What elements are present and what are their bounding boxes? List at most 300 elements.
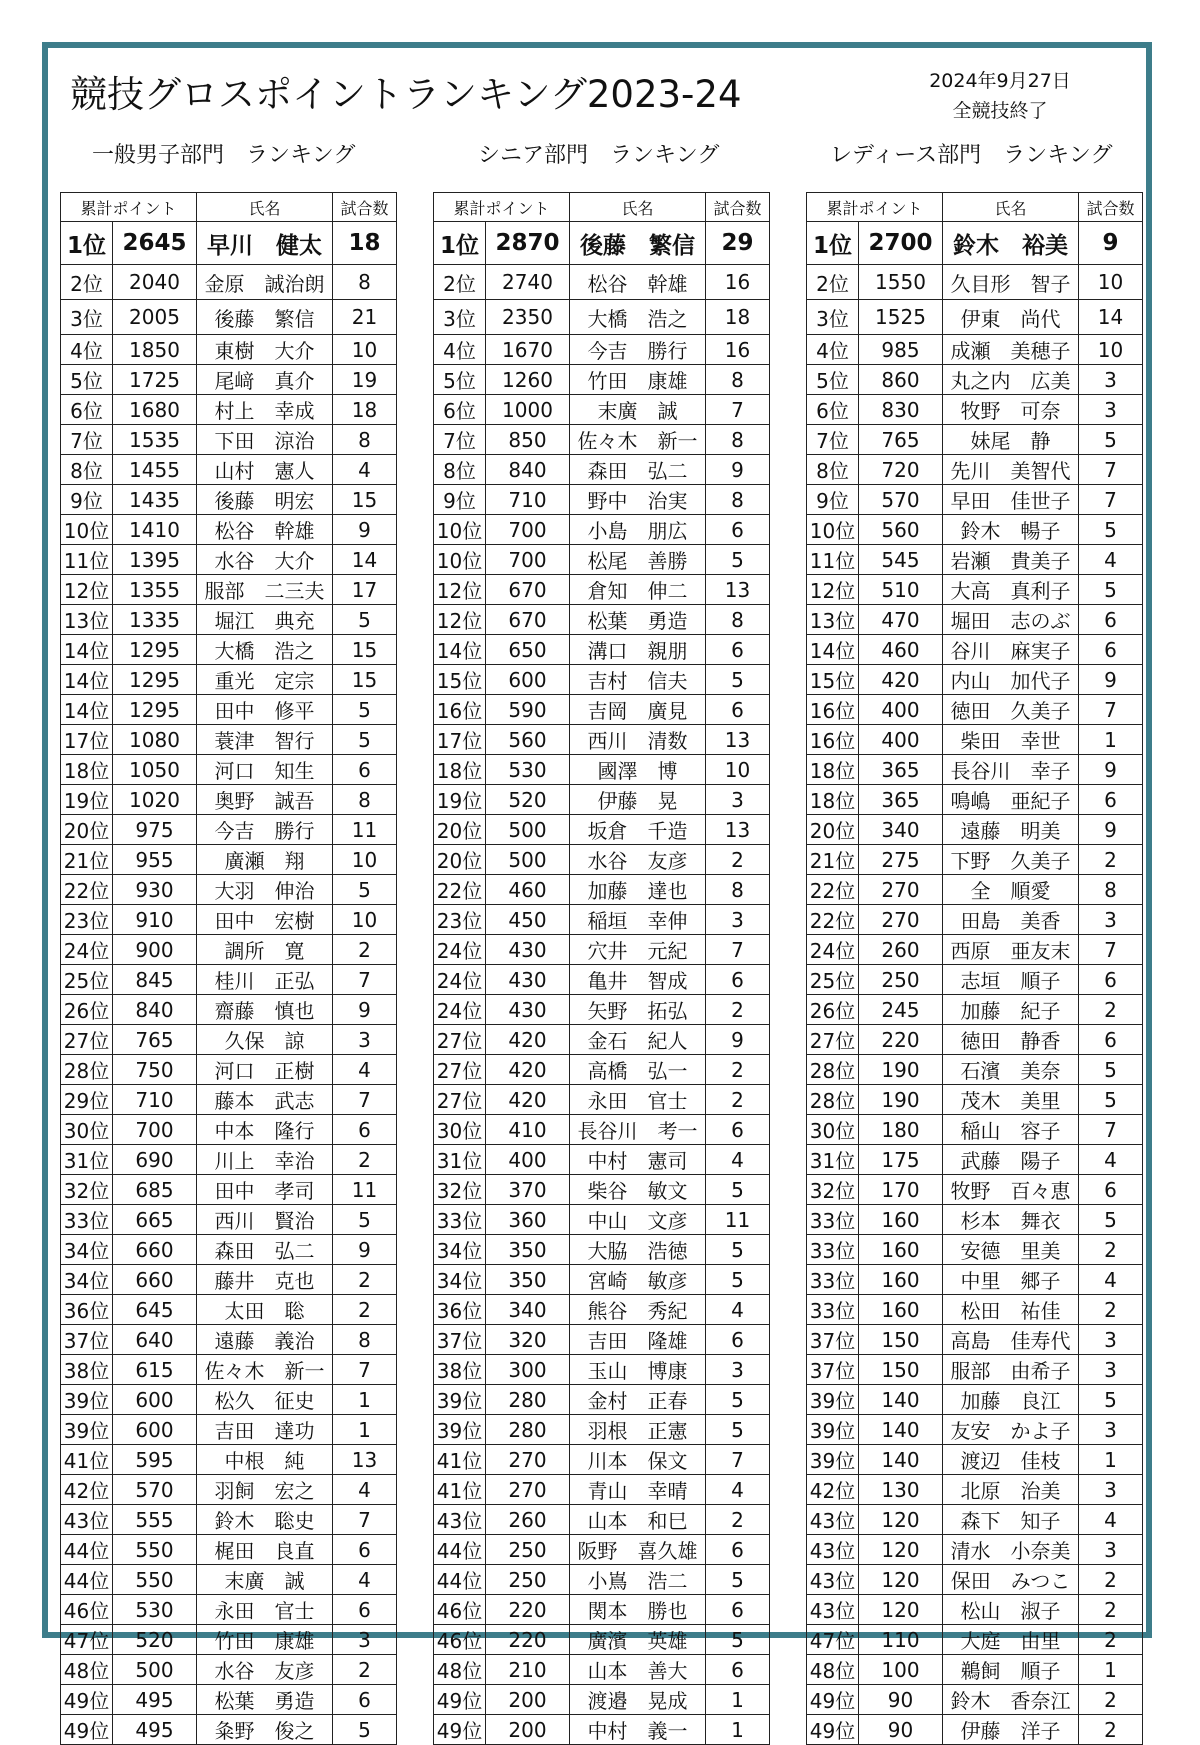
rank-cell: 32位 xyxy=(807,1175,859,1205)
rank-cell: 6位 xyxy=(807,395,859,425)
table-row xyxy=(61,575,397,605)
points-cell: 340 xyxy=(486,1295,570,1325)
games-cell: 6 xyxy=(1079,785,1143,815)
points-cell: 710 xyxy=(113,1085,197,1115)
table-row xyxy=(434,1565,770,1595)
rank-cell: 49位 xyxy=(434,1715,486,1745)
points-cell: 350 xyxy=(486,1265,570,1295)
points-cell: 615 xyxy=(113,1355,197,1385)
games-cell: 7 xyxy=(1079,455,1143,485)
points-cell: 1670 xyxy=(486,335,570,365)
table-row xyxy=(807,695,1143,725)
name-cell: 先川 美智代 xyxy=(943,455,1079,485)
points-cell: 160 xyxy=(859,1235,943,1265)
name-cell: 川上 幸治 xyxy=(197,1145,333,1175)
games-cell: 5 xyxy=(706,1235,770,1265)
points-cell: 220 xyxy=(859,1025,943,1055)
points-cell: 1395 xyxy=(113,545,197,575)
header-name: 氏名 xyxy=(197,193,333,222)
table-row xyxy=(807,1205,1143,1235)
name-cell: 河口 正樹 xyxy=(197,1055,333,1085)
rank-cell: 14位 xyxy=(434,635,486,665)
rank-cell: 44位 xyxy=(61,1535,113,1565)
name-cell: 長谷川 考一 xyxy=(570,1115,706,1145)
table-row xyxy=(807,965,1143,995)
rank-cell: 41位 xyxy=(434,1475,486,1505)
table-row xyxy=(434,905,770,935)
table-row xyxy=(807,335,1143,365)
table-row xyxy=(61,395,397,425)
table-row xyxy=(61,222,397,265)
rank-cell: 41位 xyxy=(61,1445,113,1475)
table-row xyxy=(434,1475,770,1505)
name-cell: 松山 淑子 xyxy=(943,1595,1079,1625)
table-row xyxy=(434,1055,770,1085)
rank-cell: 30位 xyxy=(61,1115,113,1145)
table-row xyxy=(434,1295,770,1325)
division-title-senior: シニア部門 ランキング xyxy=(478,143,720,168)
table-row xyxy=(807,515,1143,545)
games-cell: 9 xyxy=(333,515,397,545)
table-row xyxy=(807,1535,1143,1565)
points-cell: 420 xyxy=(486,1025,570,1055)
table-row xyxy=(61,1535,397,1565)
name-cell: 水谷 友彦 xyxy=(197,1655,333,1685)
rank-cell: 49位 xyxy=(807,1715,859,1745)
name-cell: 藤本 武志 xyxy=(197,1085,333,1115)
points-cell: 1260 xyxy=(486,365,570,395)
table-row xyxy=(434,1595,770,1625)
name-cell: 柴田 幸世 xyxy=(943,725,1079,755)
rank-cell: 3位 xyxy=(61,300,113,335)
games-cell: 7 xyxy=(333,1505,397,1535)
table-row xyxy=(61,755,397,785)
rank-cell: 27位 xyxy=(434,1085,486,1115)
name-cell: 村上 幸成 xyxy=(197,395,333,425)
points-cell: 250 xyxy=(486,1565,570,1595)
name-cell: 河口 知生 xyxy=(197,755,333,785)
points-cell: 1525 xyxy=(859,300,943,335)
points-cell: 600 xyxy=(486,665,570,695)
points-cell: 530 xyxy=(486,755,570,785)
division-title-general-men: 一般男子部門 ランキング xyxy=(92,143,356,168)
table-row xyxy=(434,1685,770,1715)
name-cell: 蓑津 智行 xyxy=(197,725,333,755)
name-cell: 羽飼 宏之 xyxy=(197,1475,333,1505)
rank-cell: 43位 xyxy=(807,1505,859,1535)
table-row xyxy=(434,335,770,365)
points-cell: 160 xyxy=(859,1295,943,1325)
rank-cell: 29位 xyxy=(61,1085,113,1115)
table-row xyxy=(61,665,397,695)
table-row xyxy=(434,1355,770,1385)
games-cell: 5 xyxy=(1079,425,1143,455)
points-cell: 270 xyxy=(859,875,943,905)
points-cell: 500 xyxy=(113,1655,197,1685)
games-cell: 6 xyxy=(706,1325,770,1355)
rank-cell: 10位 xyxy=(61,515,113,545)
rank-cell: 49位 xyxy=(807,1685,859,1715)
table-row xyxy=(434,395,770,425)
games-cell: 7 xyxy=(706,935,770,965)
points-cell: 720 xyxy=(859,455,943,485)
name-cell: 吉田 達功 xyxy=(197,1415,333,1445)
table-row xyxy=(434,265,770,300)
games-cell: 8 xyxy=(333,425,397,455)
games-cell: 1 xyxy=(333,1415,397,1445)
name-cell: 今吉 勝行 xyxy=(570,335,706,365)
table-row xyxy=(434,1265,770,1295)
games-cell: 6 xyxy=(706,635,770,665)
name-cell: 田中 修平 xyxy=(197,695,333,725)
name-cell: 大高 真利子 xyxy=(943,575,1079,605)
games-cell: 1 xyxy=(333,1385,397,1415)
rank-cell: 8位 xyxy=(434,455,486,485)
rank-cell: 30位 xyxy=(807,1115,859,1145)
games-cell: 2 xyxy=(333,1295,397,1325)
games-cell: 2 xyxy=(706,1505,770,1535)
rank-cell: 41位 xyxy=(434,1445,486,1475)
rank-cell: 12位 xyxy=(61,575,113,605)
name-cell: 廣濱 英雄 xyxy=(570,1625,706,1655)
rank-cell: 26位 xyxy=(807,995,859,1025)
table-row xyxy=(807,665,1143,695)
games-cell: 5 xyxy=(1079,1385,1143,1415)
name-cell: 山村 憲人 xyxy=(197,455,333,485)
table-row xyxy=(807,1475,1143,1505)
name-cell: 吉村 信夫 xyxy=(570,665,706,695)
points-cell: 700 xyxy=(486,515,570,545)
points-cell: 665 xyxy=(113,1205,197,1235)
points-cell: 710 xyxy=(486,485,570,515)
table-row xyxy=(434,875,770,905)
table-row xyxy=(807,1385,1143,1415)
points-cell: 830 xyxy=(859,395,943,425)
points-cell: 685 xyxy=(113,1175,197,1205)
games-cell: 4 xyxy=(1079,1265,1143,1295)
name-cell: 松久 征史 xyxy=(197,1385,333,1415)
games-cell: 18 xyxy=(333,395,397,425)
games-cell: 5 xyxy=(706,665,770,695)
games-cell: 5 xyxy=(333,605,397,635)
rank-cell: 20位 xyxy=(434,815,486,845)
name-cell: 桂川 正弘 xyxy=(197,965,333,995)
games-cell: 11 xyxy=(333,1175,397,1205)
name-cell: 太田 聡 xyxy=(197,1295,333,1325)
rank-cell: 9位 xyxy=(61,485,113,515)
games-cell: 5 xyxy=(1079,515,1143,545)
table-row xyxy=(434,1655,770,1685)
points-cell: 700 xyxy=(486,545,570,575)
name-cell: 宮崎 敏彦 xyxy=(570,1265,706,1295)
points-cell: 245 xyxy=(859,995,943,1025)
points-cell: 1535 xyxy=(113,425,197,455)
name-cell: 金原 誠治朗 xyxy=(197,265,333,300)
games-cell: 7 xyxy=(1079,1115,1143,1145)
name-cell: 亀井 智成 xyxy=(570,965,706,995)
table-row xyxy=(434,485,770,515)
rank-cell: 49位 xyxy=(434,1685,486,1715)
points-cell: 900 xyxy=(113,935,197,965)
games-cell: 10 xyxy=(1079,335,1143,365)
table-row xyxy=(807,1055,1143,1085)
games-cell: 5 xyxy=(706,1265,770,1295)
rank-cell: 49位 xyxy=(61,1715,113,1745)
points-cell: 765 xyxy=(859,425,943,455)
games-cell: 8 xyxy=(706,425,770,455)
rank-cell: 6位 xyxy=(434,395,486,425)
rank-cell: 24位 xyxy=(434,995,486,1025)
rank-cell: 12位 xyxy=(434,605,486,635)
name-cell: 大羽 伸治 xyxy=(197,875,333,905)
table-row xyxy=(434,1535,770,1565)
name-cell: 関本 勝也 xyxy=(570,1595,706,1625)
rank-cell: 1位 xyxy=(61,222,113,265)
rank-cell: 4位 xyxy=(807,335,859,365)
rank-cell: 39位 xyxy=(61,1385,113,1415)
points-cell: 190 xyxy=(859,1055,943,1085)
games-cell: 7 xyxy=(1079,485,1143,515)
name-cell: 國澤 博 xyxy=(570,755,706,785)
name-cell: 牧野 百々恵 xyxy=(943,1175,1079,1205)
name-cell: 服部 由希子 xyxy=(943,1355,1079,1385)
rank-cell: 36位 xyxy=(61,1295,113,1325)
games-cell: 2 xyxy=(1079,995,1143,1025)
points-cell: 750 xyxy=(113,1055,197,1085)
table-row xyxy=(434,575,770,605)
games-cell: 5 xyxy=(706,1565,770,1595)
table-row xyxy=(434,1145,770,1175)
rank-cell: 5位 xyxy=(807,365,859,395)
rank-cell: 11位 xyxy=(807,545,859,575)
games-cell: 3 xyxy=(1079,1355,1143,1385)
table-row xyxy=(807,1505,1143,1535)
name-cell: 久目形 智子 xyxy=(943,265,1079,300)
games-cell: 29 xyxy=(706,222,770,265)
table-row xyxy=(434,1115,770,1145)
points-cell: 1295 xyxy=(113,635,197,665)
table-row xyxy=(61,1655,397,1685)
games-cell: 3 xyxy=(1079,1325,1143,1355)
points-cell: 2645 xyxy=(113,222,197,265)
games-cell: 4 xyxy=(706,1295,770,1325)
games-cell: 6 xyxy=(333,1115,397,1145)
points-cell: 1335 xyxy=(113,605,197,635)
points-cell: 200 xyxy=(486,1715,570,1745)
games-cell: 2 xyxy=(1079,1685,1143,1715)
table-row xyxy=(61,725,397,755)
table-row xyxy=(434,425,770,455)
table-row xyxy=(61,875,397,905)
points-cell: 430 xyxy=(486,995,570,1025)
games-cell: 4 xyxy=(1079,1505,1143,1535)
games-cell: 2 xyxy=(706,1055,770,1085)
table-row xyxy=(61,1505,397,1535)
points-cell: 765 xyxy=(113,1025,197,1055)
games-cell: 2 xyxy=(333,1265,397,1295)
name-cell: 後藤 明宏 xyxy=(197,485,333,515)
table-row xyxy=(61,1145,397,1175)
rank-cell: 37位 xyxy=(61,1325,113,1355)
table-row xyxy=(434,635,770,665)
table-header-row xyxy=(434,193,770,222)
points-cell: 220 xyxy=(486,1595,570,1625)
header-points: 累計ポイント xyxy=(61,193,197,222)
points-cell: 555 xyxy=(113,1505,197,1535)
name-cell: 茂木 美里 xyxy=(943,1085,1079,1115)
rank-cell: 6位 xyxy=(61,395,113,425)
table-row xyxy=(434,935,770,965)
points-cell: 320 xyxy=(486,1325,570,1355)
points-cell: 590 xyxy=(486,695,570,725)
table-row xyxy=(807,755,1143,785)
points-cell: 600 xyxy=(113,1385,197,1415)
points-cell: 175 xyxy=(859,1145,943,1175)
name-cell: 全 順愛 xyxy=(943,875,1079,905)
points-cell: 460 xyxy=(486,875,570,905)
points-cell: 1550 xyxy=(859,265,943,300)
points-cell: 570 xyxy=(859,485,943,515)
rank-cell: 13位 xyxy=(61,605,113,635)
points-cell: 1295 xyxy=(113,695,197,725)
games-cell: 4 xyxy=(706,1475,770,1505)
name-cell: 中本 隆行 xyxy=(197,1115,333,1145)
name-cell: 倉知 伸二 xyxy=(570,575,706,605)
points-cell: 670 xyxy=(486,575,570,605)
points-cell: 1000 xyxy=(486,395,570,425)
name-cell: 松葉 勇造 xyxy=(570,605,706,635)
games-cell: 6 xyxy=(706,1655,770,1685)
points-cell: 120 xyxy=(859,1505,943,1535)
points-cell: 110 xyxy=(859,1625,943,1655)
name-cell: 玉山 博康 xyxy=(570,1355,706,1385)
table-row xyxy=(61,1385,397,1415)
table-row xyxy=(61,365,397,395)
name-cell: 鈴木 暢子 xyxy=(943,515,1079,545)
rank-cell: 15位 xyxy=(807,665,859,695)
points-cell: 560 xyxy=(486,725,570,755)
table-row xyxy=(807,1115,1143,1145)
table-row xyxy=(61,1595,397,1625)
table-row xyxy=(434,695,770,725)
points-cell: 280 xyxy=(486,1415,570,1445)
table-row xyxy=(61,1475,397,1505)
games-cell: 18 xyxy=(333,222,397,265)
name-cell: 鈴木 香奈江 xyxy=(943,1685,1079,1715)
games-cell: 5 xyxy=(1079,575,1143,605)
games-cell: 3 xyxy=(1079,1415,1143,1445)
table-row xyxy=(434,725,770,755)
table-row xyxy=(434,300,770,335)
name-cell: 西川 清数 xyxy=(570,725,706,755)
rank-cell: 43位 xyxy=(61,1505,113,1535)
games-cell: 4 xyxy=(333,1565,397,1595)
points-cell: 1850 xyxy=(113,335,197,365)
points-cell: 1410 xyxy=(113,515,197,545)
rank-cell: 33位 xyxy=(434,1205,486,1235)
games-cell: 2 xyxy=(1079,1295,1143,1325)
table-row xyxy=(807,1265,1143,1295)
points-cell: 850 xyxy=(486,425,570,455)
table-row xyxy=(61,815,397,845)
rank-cell: 27位 xyxy=(434,1025,486,1055)
table-row xyxy=(61,515,397,545)
rank-cell: 33位 xyxy=(807,1205,859,1235)
points-cell: 845 xyxy=(113,965,197,995)
table-row xyxy=(807,485,1143,515)
games-cell: 18 xyxy=(706,300,770,335)
name-cell: 大橋 浩之 xyxy=(197,635,333,665)
games-cell: 13 xyxy=(333,1445,397,1475)
games-cell: 3 xyxy=(1079,905,1143,935)
name-cell: 内山 加代子 xyxy=(943,665,1079,695)
table-row xyxy=(807,1445,1143,1475)
rank-cell: 37位 xyxy=(434,1325,486,1355)
rank-cell: 34位 xyxy=(434,1235,486,1265)
points-cell: 1050 xyxy=(113,755,197,785)
name-cell: 鳴嶋 亜紀子 xyxy=(943,785,1079,815)
name-cell: 廣瀬 翔 xyxy=(197,845,333,875)
games-cell: 7 xyxy=(333,1355,397,1385)
table-row xyxy=(61,965,397,995)
games-cell: 13 xyxy=(706,725,770,755)
games-cell: 3 xyxy=(1079,365,1143,395)
games-cell: 1 xyxy=(1079,1445,1143,1475)
rank-cell: 23位 xyxy=(434,905,486,935)
games-cell: 2 xyxy=(706,995,770,1025)
table-row xyxy=(434,1445,770,1475)
rank-cell: 24位 xyxy=(434,935,486,965)
games-cell: 5 xyxy=(706,1175,770,1205)
rank-cell: 31位 xyxy=(61,1145,113,1175)
rank-cell: 33位 xyxy=(807,1235,859,1265)
points-cell: 260 xyxy=(486,1505,570,1535)
table-row xyxy=(807,1025,1143,1055)
name-cell: 遠藤 明美 xyxy=(943,815,1079,845)
name-cell: 渡辺 佳枝 xyxy=(943,1445,1079,1475)
games-cell: 3 xyxy=(1079,395,1143,425)
name-cell: 穴井 元紀 xyxy=(570,935,706,965)
points-cell: 140 xyxy=(859,1385,943,1415)
games-cell: 4 xyxy=(333,455,397,485)
rank-cell: 39位 xyxy=(807,1445,859,1475)
rank-cell: 24位 xyxy=(807,935,859,965)
name-cell: 加藤 紀子 xyxy=(943,995,1079,1025)
rank-cell: 7位 xyxy=(807,425,859,455)
name-cell: 西川 賢治 xyxy=(197,1205,333,1235)
name-cell: 中里 郷子 xyxy=(943,1265,1079,1295)
points-cell: 420 xyxy=(486,1085,570,1115)
table-row xyxy=(61,265,397,300)
points-cell: 650 xyxy=(486,635,570,665)
name-cell: 西原 亜友末 xyxy=(943,935,1079,965)
points-cell: 400 xyxy=(859,695,943,725)
points-cell: 1435 xyxy=(113,485,197,515)
table-row xyxy=(807,635,1143,665)
rank-cell: 39位 xyxy=(434,1385,486,1415)
table-row xyxy=(434,545,770,575)
games-cell: 8 xyxy=(333,1325,397,1355)
games-cell: 5 xyxy=(706,1625,770,1655)
games-cell: 5 xyxy=(1079,1205,1143,1235)
games-cell: 7 xyxy=(333,1085,397,1115)
rank-cell: 24位 xyxy=(434,965,486,995)
games-cell: 15 xyxy=(333,485,397,515)
rank-cell: 20位 xyxy=(434,845,486,875)
rank-cell: 22位 xyxy=(807,875,859,905)
points-cell: 495 xyxy=(113,1715,197,1745)
rank-cell: 22位 xyxy=(807,905,859,935)
